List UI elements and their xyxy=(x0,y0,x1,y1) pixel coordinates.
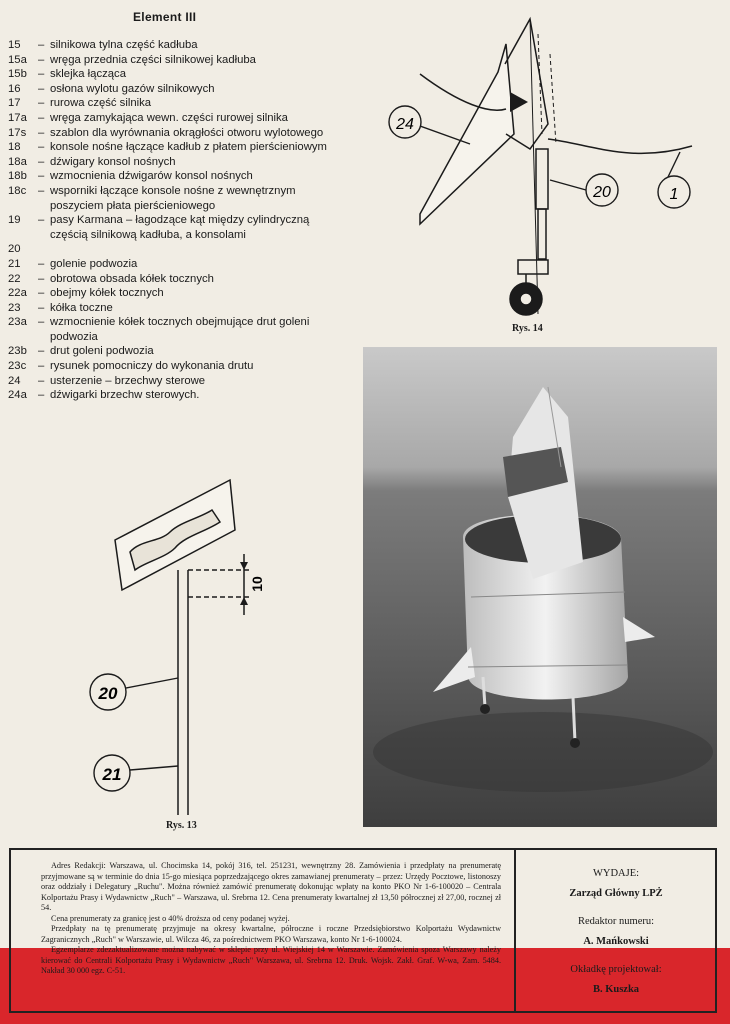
part-row xyxy=(8,359,334,374)
figure-14-caption: Rys. 14 xyxy=(512,323,543,334)
figure-14-drawing xyxy=(380,14,700,324)
part-row xyxy=(8,67,334,82)
part-dash: – xyxy=(38,287,45,300)
figure-13-drawing xyxy=(80,470,270,820)
part-number: 23 xyxy=(8,301,21,314)
part-number: 21 xyxy=(8,257,21,270)
part-dash: – xyxy=(38,155,45,168)
part-dash: – xyxy=(38,141,45,154)
part-dash: – xyxy=(38,68,45,81)
part-row xyxy=(8,38,334,53)
part-description: rysunek pomocniczy do wykonania drutu xyxy=(50,360,254,373)
part-description: usterzenie – brzechwy sterowe xyxy=(50,374,206,387)
part-dash: – xyxy=(38,39,45,51)
part-row xyxy=(8,242,334,257)
part-row xyxy=(8,140,334,155)
part-description: dźwigarki brzechw sterowych. xyxy=(50,389,200,402)
part-dash: – xyxy=(38,345,45,358)
part-dash: – xyxy=(38,316,45,329)
part-description: sklejka łącząca xyxy=(50,68,126,81)
imprint-box xyxy=(9,848,717,1013)
fig13-label-20: 20 xyxy=(98,684,118,703)
fig14-label-24: 24 xyxy=(396,116,414,133)
part-number: 17s xyxy=(8,126,27,139)
part-number: 24a xyxy=(8,389,27,402)
part-row xyxy=(8,53,334,68)
part-number: 15 xyxy=(8,39,21,51)
part-description: wręga zamykająca wewn. części rurowej silnika xyxy=(50,111,288,124)
part-row xyxy=(8,374,334,389)
part-dash: – xyxy=(38,82,45,95)
part-dash: – xyxy=(38,53,45,66)
part-row xyxy=(8,286,334,301)
imprint-paragraph: Cena prenumeraty za granicę jest o 40% droższa od ceny podanej wyżej. xyxy=(51,913,290,923)
part-row xyxy=(8,126,334,141)
part-description: wsporniki łączące konsole nośne z wewnętrznym poszyciem płata pierścieniowego xyxy=(50,184,296,212)
fig14-label-20: 20 xyxy=(593,184,611,201)
part-description: silnikowa tylna część kadłuba xyxy=(50,39,198,51)
part-number: 15b xyxy=(8,68,27,81)
part-row xyxy=(8,169,334,184)
editor-label: Redaktor numeru: xyxy=(577,916,655,927)
section-heading: Element III xyxy=(133,10,197,24)
part-number: 23b xyxy=(8,345,27,358)
part-number: 16 xyxy=(8,82,21,95)
part-number: 18b xyxy=(8,170,27,183)
fig13-label-21: 21 xyxy=(102,765,122,784)
credits-column xyxy=(516,864,716,1000)
editor-name: A. Mańkowski xyxy=(583,936,649,947)
part-description: konsole nośne łączące kadłub z płatem pierścieniowym xyxy=(50,141,327,154)
part-number: 17 xyxy=(8,97,21,110)
part-row xyxy=(8,96,334,111)
part-description: wzmocnienie kółek tocznych obejmujące drut goleni podwozia xyxy=(50,316,310,343)
part-description: osłona wylotu gazów silnikowych xyxy=(50,82,215,95)
part-row xyxy=(8,111,334,126)
part-number: 17a xyxy=(8,111,27,124)
part-row xyxy=(8,344,334,359)
part-number: 20 xyxy=(8,243,21,256)
part-dash: – xyxy=(38,360,45,373)
part-number: 18c xyxy=(8,184,27,197)
part-dash: – xyxy=(38,111,45,124)
part-dash: – xyxy=(38,257,45,270)
part-row xyxy=(8,82,334,97)
part-description: wręga przednia części silnikowej kadłuba xyxy=(50,53,256,66)
part-dash: – xyxy=(38,170,45,183)
part-dash: – xyxy=(38,389,45,402)
part-dash xyxy=(38,242,50,257)
part-row xyxy=(8,301,334,316)
fig13-dimension: 10 xyxy=(249,576,265,592)
part-description: obrotowa obsada kółek tocznych xyxy=(50,272,214,285)
part-description: kółka toczne xyxy=(50,301,113,314)
part-description: drut goleni podwozia xyxy=(50,345,154,358)
part-description: golenie podwozia xyxy=(50,257,138,270)
imprint-text xyxy=(41,861,501,977)
part-row xyxy=(8,184,334,213)
part-description: szablon dla wyrównania okrągłości otworu wylotowego xyxy=(50,126,324,139)
part-dash: – xyxy=(38,301,45,314)
part-dash: – xyxy=(38,214,45,227)
part-row xyxy=(8,213,334,242)
fig14-label-1: 1 xyxy=(669,186,679,203)
figure-13-caption: Rys. 13 xyxy=(166,820,197,831)
part-number: 18 xyxy=(8,141,21,154)
part-number: 23a xyxy=(8,316,27,329)
part-row xyxy=(8,272,334,287)
part-description: wzmocnienia dźwigarów konsol nośnych xyxy=(50,170,253,183)
part-description xyxy=(50,242,334,257)
cover-designer: B. Kuszka xyxy=(592,984,640,995)
part-number: 23c xyxy=(8,360,27,373)
part-dash: – xyxy=(38,97,45,110)
part-dash: – xyxy=(38,184,45,197)
cover-label: Okładkę projektował: xyxy=(570,964,662,975)
part-number: 22 xyxy=(8,272,21,285)
part-description: pasy Karmana – łagodzące kąt między cylindryczną częścią silnikową kadłuba, a konsolami xyxy=(50,214,310,241)
part-number: 22a xyxy=(8,287,27,300)
part-description: dźwigary konsol nośnych xyxy=(50,155,176,168)
part-dash: – xyxy=(38,374,45,387)
part-number: 15a xyxy=(8,53,27,66)
model-photograph xyxy=(363,347,717,827)
part-number: 19 xyxy=(8,214,21,227)
part-row xyxy=(8,315,334,344)
part-row xyxy=(8,388,334,403)
part-row xyxy=(8,257,334,272)
parts-list xyxy=(8,38,334,403)
imprint-paragraph: Przedpłaty na tę prenumeratę przyjmuje na okresy kwartalne, półroczne i roczne Przedsiębiorstwo Kolportażu Wydawnictw Zagranicznych „Ruch" w Warszawie, ul. Wilcza 46, za pośrednictwem PKO Warszawa, konto Nr 1-6-100024. xyxy=(41,924,501,944)
part-description: obejmy kółek tocznych xyxy=(50,287,164,300)
publisher-name: Zarząd Główny LPŻ xyxy=(569,888,663,899)
imprint-paragraph: Egzemplarze zdezaktualizowane można nabywać w sklepie przy ul. Wiejskiej 14 w Warszawie. Zamówienia spoza Warszawy należy kierować do Centrali Kolportażu Prasy i Wydawnictw „Ruch" Warszawa, ul. Srebrna 12. Druk. Wojsk. Zakł. Graf. W-wa, Zam. 5484. Nakład 30 000 egz. C-51. xyxy=(41,945,501,975)
publisher-label: WYDAJE: xyxy=(592,868,640,879)
part-number: 18a xyxy=(8,155,27,168)
part-dash: – xyxy=(38,126,45,139)
part-number: 24 xyxy=(8,374,21,387)
part-dash: – xyxy=(38,272,45,285)
part-description: rurowa część silnika xyxy=(50,97,152,110)
imprint-paragraph: Adres Redakcji: Warszawa, ul. Chocimska 14, pokój 316, tel. 251231, wewnętrzny 28. Zamówienia i przedpłaty na prenumeratę przyjmowane są w terminie do dnia 15-go miesiąca poprzedzającego okres zamawianej prenumeraty – przez: Urzędy Pocztowe, listonoszy oraz oddziały i Delegatury „Ruchu". Można również zamówić prenumeratę dokonując wpłaty na konto PKO Nr 1-6-100020 – Centrala Kolportażu Prasy i Wydawnictw „Ruch" – Warszawa, ul. Srebrna 12. Cena prenumeraty kwartalnej zł 13,50 półrocznej zł 27,00, rocznej zł 54. xyxy=(41,861,501,912)
part-row xyxy=(8,155,334,170)
